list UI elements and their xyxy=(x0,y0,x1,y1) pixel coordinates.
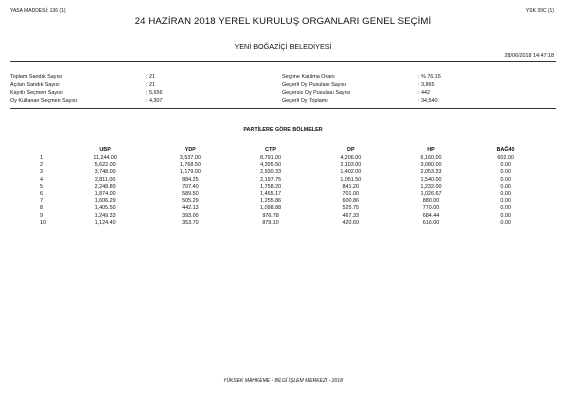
table-cell: 0.00 xyxy=(500,198,511,205)
summary-label: Açılan Sandık Sayısı xyxy=(10,82,60,88)
summary-label: Toplam Sandık Sayısı xyxy=(10,74,63,80)
table-cell: 3,537.00 xyxy=(179,155,201,161)
table-cell: 976.78 xyxy=(262,212,279,219)
table-row xyxy=(40,205,540,212)
row-index: 2 xyxy=(40,162,43,169)
summary-row xyxy=(10,89,270,97)
table-cell: 1,606.29 xyxy=(94,198,116,205)
municipality-name: YENİ BOĞAZİÇİ BELEDİYESİ xyxy=(234,42,332,51)
table-row xyxy=(40,155,540,162)
row-index: 6 xyxy=(40,191,43,198)
summary-label: Oy Kullanan Seçmen Sayısı xyxy=(10,98,78,104)
summary-row xyxy=(282,73,556,81)
table-cell: 1,026.67 xyxy=(420,191,442,198)
table-cell: 4,206.00 xyxy=(340,155,362,161)
summary-label: Geçerli Oy Pusulası Sayısı xyxy=(282,82,347,88)
page-title: 24 HAZİRAN 2018 YEREL KURULUŞ ORGANLARI GENEL SEÇİMİ xyxy=(134,16,432,27)
row-index: 5 xyxy=(40,183,43,190)
table-cell: 1,758.20 xyxy=(260,183,282,190)
table-cell: 393.00 xyxy=(182,212,199,219)
summary-row xyxy=(282,89,556,97)
table-cell: 589.50 xyxy=(182,191,199,198)
table-cell: 1,232.00 xyxy=(420,183,442,190)
table-row xyxy=(40,198,540,205)
table-cell: 5,622.00 xyxy=(94,162,116,169)
summary-label: Geçersiz Oy Pusulası Sayısı xyxy=(282,90,351,96)
table-cell: 880.00 xyxy=(422,198,440,205)
table-cell: 684.44 xyxy=(422,212,440,219)
column-header: UBP xyxy=(99,147,111,153)
summary-row xyxy=(282,81,556,89)
summary-right xyxy=(282,73,556,105)
table-cell: 467.33 xyxy=(342,212,360,219)
table-row xyxy=(40,162,540,169)
table-cell: 2,248.80 xyxy=(94,183,116,190)
table-cell: 0.00 xyxy=(500,219,511,226)
table-row xyxy=(40,177,540,184)
summary-left xyxy=(10,73,270,105)
table-cell: 1,768.50 xyxy=(179,162,201,169)
table-cell: 0.00 xyxy=(500,212,511,219)
summary-value: : 442 xyxy=(418,90,430,96)
table-cell: 3,748.00 xyxy=(94,169,116,176)
table-cell: 3,080.00 xyxy=(420,162,442,169)
table-cell: 0.00 xyxy=(500,183,511,190)
summary-value: : % 76.15 xyxy=(418,74,441,80)
table-cell: 1,540.00 xyxy=(420,176,442,183)
table-cell: 0.00 xyxy=(500,162,511,169)
table-cell: 1,465.17 xyxy=(260,191,282,198)
summary-value: : 3,865 xyxy=(418,82,435,88)
law-article-code: YASA MADDESİ: 136 (1) xyxy=(10,8,66,14)
form-code: YSK 39C (1) xyxy=(525,8,554,14)
table-cell: 2,811.00 xyxy=(94,176,116,183)
row-index: 10 xyxy=(40,219,46,226)
summary-value: : 5,656 xyxy=(146,90,163,96)
summary-row xyxy=(10,81,270,89)
table-cell: 841.20 xyxy=(342,183,360,190)
table-header-row xyxy=(40,146,540,155)
table-row xyxy=(40,169,540,176)
column-header: HP xyxy=(427,147,435,153)
table-cell: 884.25 xyxy=(182,176,199,183)
row-index: 4 xyxy=(40,176,43,183)
summary-row xyxy=(10,73,270,81)
table-cell: 1,249.33 xyxy=(94,212,116,219)
table-cell: 420.60 xyxy=(342,219,360,226)
header-divider xyxy=(10,61,556,62)
summary-row xyxy=(282,97,556,105)
report-datetime: 28/06/2018 14:47:18 xyxy=(504,53,554,59)
distribution-table xyxy=(40,146,540,227)
summary-divider xyxy=(10,108,556,109)
table-cell: 2,930.33 xyxy=(260,169,282,176)
table-cell: 600.86 xyxy=(342,198,360,205)
table-row xyxy=(40,213,540,220)
row-index: 1 xyxy=(40,155,43,161)
distribution-title: PARTİLERE GÖRE BÖLMELER xyxy=(243,127,323,133)
table-cell: 1,124.40 xyxy=(94,219,116,226)
table-cell: 442.13 xyxy=(182,205,199,212)
row-index: 8 xyxy=(40,205,43,212)
table-cell: 1,405.50 xyxy=(94,205,116,212)
table-cell: 505.29 xyxy=(182,198,199,205)
summary-value: : 4,307 xyxy=(146,98,163,104)
table-cell: 8,791.00 xyxy=(260,155,282,161)
table-cell: 353.70 xyxy=(182,219,199,226)
table-cell: 770.00 xyxy=(422,205,440,212)
column-header: YDP xyxy=(184,147,196,153)
table-cell: 11,244.00 xyxy=(93,155,117,161)
table-cell: 602.00 xyxy=(497,155,514,161)
table-cell: 879.10 xyxy=(262,219,279,226)
table-row xyxy=(40,184,540,191)
table-cell: 525.75 xyxy=(342,205,360,212)
table-cell: 0.00 xyxy=(500,169,511,176)
column-header: DP xyxy=(347,147,355,153)
table-row xyxy=(40,191,540,198)
column-header: CTP xyxy=(265,147,276,153)
summary-value: : 34,540 xyxy=(418,98,438,104)
table-cell: 701.00 xyxy=(342,191,360,198)
row-index: 3 xyxy=(40,169,43,176)
summary-label: Kayıtlı Seçmen Sayısı xyxy=(10,90,63,96)
summary-label: Geçerli Oy Toplamı xyxy=(282,98,328,104)
table-cell: 616.00 xyxy=(422,219,440,226)
table-cell: 0.00 xyxy=(500,176,511,183)
column-header-index xyxy=(40,146,60,155)
table-cell: 2,103.00 xyxy=(340,162,362,169)
table-row xyxy=(40,220,540,227)
column-header: BAĞ40 xyxy=(496,147,515,153)
summary-label: Seçime Katılma Oranı xyxy=(282,74,335,80)
table-cell: 1,255.86 xyxy=(260,198,282,205)
table-cell: 2,053.33 xyxy=(420,169,442,176)
table-cell: 1,874.00 xyxy=(94,191,116,198)
table-cell: 6,160.00 xyxy=(420,155,442,161)
table-cell: 1,402.00 xyxy=(340,169,362,176)
table-cell: 1,179.00 xyxy=(179,169,201,176)
table-cell: 1,098.88 xyxy=(260,205,282,212)
table-cell: 707.40 xyxy=(182,183,199,190)
table-cell: 1,051.50 xyxy=(340,176,362,183)
summary-row xyxy=(10,97,270,105)
row-index: 7 xyxy=(40,198,43,205)
summary-value: : 21 xyxy=(146,82,155,88)
summary-value: : 21 xyxy=(146,74,155,80)
table-cell: 0.00 xyxy=(500,205,511,212)
table-cell: 4,395.50 xyxy=(260,162,282,169)
footer-text: YÜKSEK MAHKEME - BİLGİ İŞLEM MERKEZİ - 2018 xyxy=(223,378,343,384)
table-cell: 0.00 xyxy=(500,191,511,198)
row-index: 9 xyxy=(40,212,43,219)
table-cell: 2,197.75 xyxy=(260,176,282,183)
